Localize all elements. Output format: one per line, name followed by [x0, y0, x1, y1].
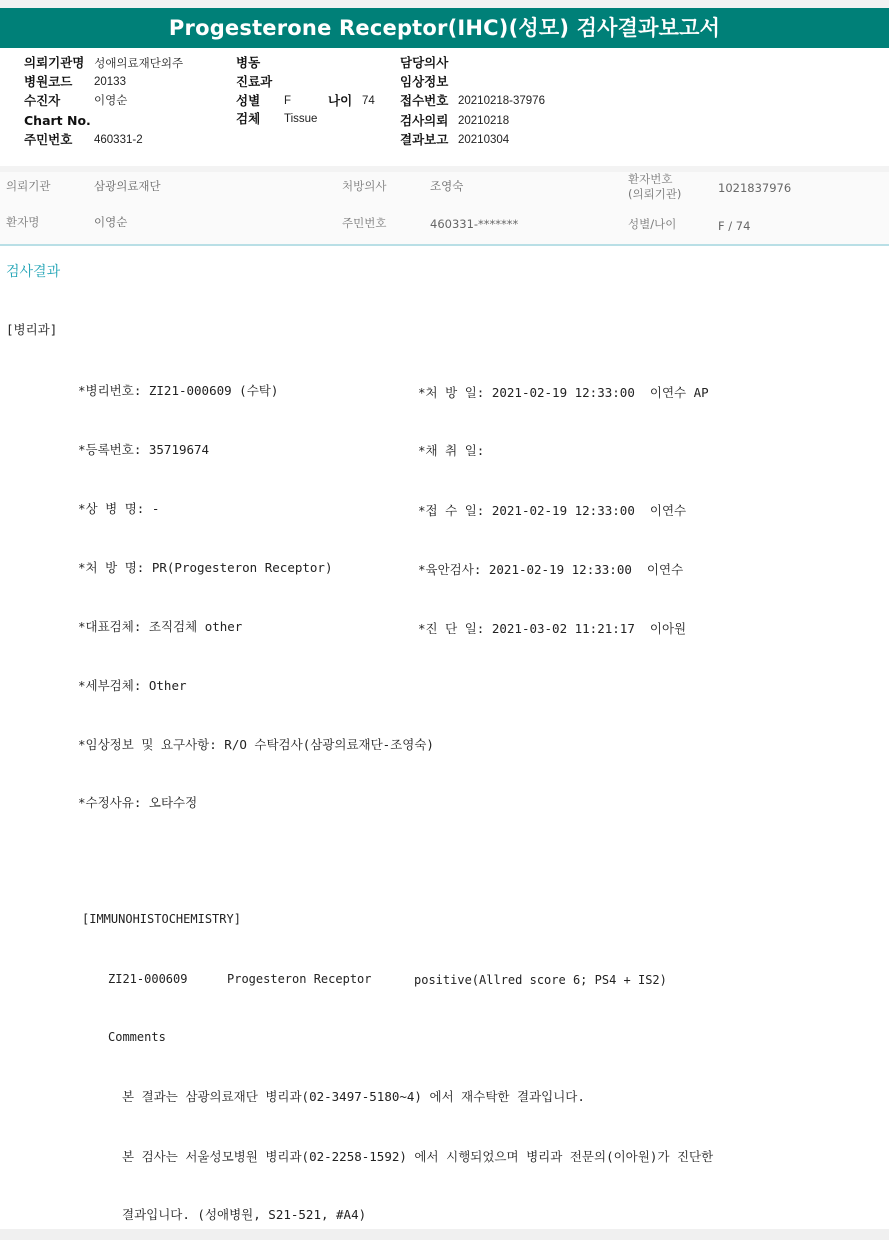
field-receipt-date: *접 수 일: 2021-02-19 12:33:00 이연수: [418, 503, 687, 518]
info-patient-no-label: 환자번호 (의뢰기관): [628, 172, 682, 201]
comments-label: Comments: [108, 1030, 166, 1044]
field-collection-date: *채 취 일:: [418, 443, 485, 458]
field-prescription-name: *처 방 명: PR(Progesteron Receptor): [78, 560, 333, 575]
info-name-label: 환자명: [6, 215, 40, 229]
header-attending-doctor: 담당의사: [400, 55, 449, 70]
header-sex-age: 성별 F 나이 74: [236, 93, 375, 108]
header-chart-no: Chart No.: [24, 113, 91, 128]
info-id-label: 주민번호: [342, 216, 387, 230]
field-registration-no: *등록번호: 35719674: [78, 442, 210, 457]
report-header: [0, 48, 889, 167]
info-institution-value: 삼광의료재단: [94, 179, 161, 193]
field-prescription-date: *처 방 일: 2021-02-19 12:33:00 이연수 AP: [418, 385, 709, 400]
field-detail-specimen: *세부검체: Other: [78, 678, 187, 693]
info-name-value: 이영순: [94, 215, 128, 229]
field-clinical-request: *임상정보 및 요구사항: R/O 수탁검사(삼광의료재단-조영숙): [78, 737, 434, 752]
field-gross-exam: *육안검사: 2021-02-19 12:33:00 이연수: [418, 562, 684, 577]
info-patient-no-value: 1021837976: [718, 181, 792, 195]
info-doctor-value: 조영숙: [430, 179, 464, 193]
field-pathology-no: *병리번호: ZI21-000609 (수탁): [78, 383, 279, 398]
ihc-test-name: Progesteron Receptor: [227, 972, 372, 986]
header-request-date: 검사의뢰 20210218: [400, 113, 510, 128]
header-ward: 병동: [236, 55, 261, 70]
ihc-number: ZI21-000609: [108, 972, 188, 986]
comment-line-2: 본 검사는 서울성모병원 병리과(02-2258-1592) 에서 시행되었으며 병리과 전문의(이아원)가 진단한: [122, 1149, 714, 1164]
info-doctor-label: 처방의사: [342, 179, 387, 193]
header-department: 진료과: [236, 74, 273, 89]
bottom-strip: [0, 1229, 889, 1240]
header-patient: 수진자 이영순: [24, 93, 128, 108]
ihc-header: [IMMUNOHISTOCHEMISTRY]: [82, 912, 241, 926]
field-diagnosis-name: *상 병 명: -: [78, 501, 160, 516]
top-strip: [0, 0, 889, 8]
info-sexage-label: 성별/나이: [628, 217, 677, 231]
field-diagnosis-date: *진 단 일: 2021-03-02 11:21:17 이아원: [418, 621, 687, 636]
header-specimen: 검체 Tissue: [236, 111, 318, 126]
field-representative-specimen: *대표검체: 조직검체 other: [78, 619, 243, 634]
header-accession-no: 접수번호 20210218-37976: [400, 93, 545, 108]
info-institution-label: 의뢰기관: [6, 179, 51, 193]
comment-line-3: 결과입니다. (성애병원, S21-521, #A4): [122, 1207, 367, 1222]
field-revision-reason: *수정사유: 오타수정: [78, 795, 198, 810]
info-id-value: 460331-*******: [430, 217, 519, 231]
header-report-date: 결과보고 20210304: [400, 132, 510, 147]
header-clinical-info: 임상정보: [400, 74, 449, 89]
comment-line-1: 본 결과는 삼광의료재단 병리과(02-3497-5180~4) 에서 재수탁한 결과입니다.: [122, 1089, 585, 1104]
patient-info-panel: [0, 172, 889, 246]
section-title: 검사결과: [6, 264, 61, 280]
header-institution: 의뢰기관명 성애의료재단외주: [24, 55, 184, 70]
info-sexage-value: F / 74: [718, 219, 751, 233]
dept-label: [병리과]: [6, 322, 58, 337]
ihc-result: positive(Allred score 6; PS4 + IS2): [414, 973, 667, 987]
header-hospital-code: 병원코드 20133: [24, 74, 126, 89]
header-resident-no: 주민번호 460331-2: [24, 132, 143, 147]
report-title: Progesterone Receptor(IHC)(성모) 검사결과보고서: [0, 8, 889, 48]
